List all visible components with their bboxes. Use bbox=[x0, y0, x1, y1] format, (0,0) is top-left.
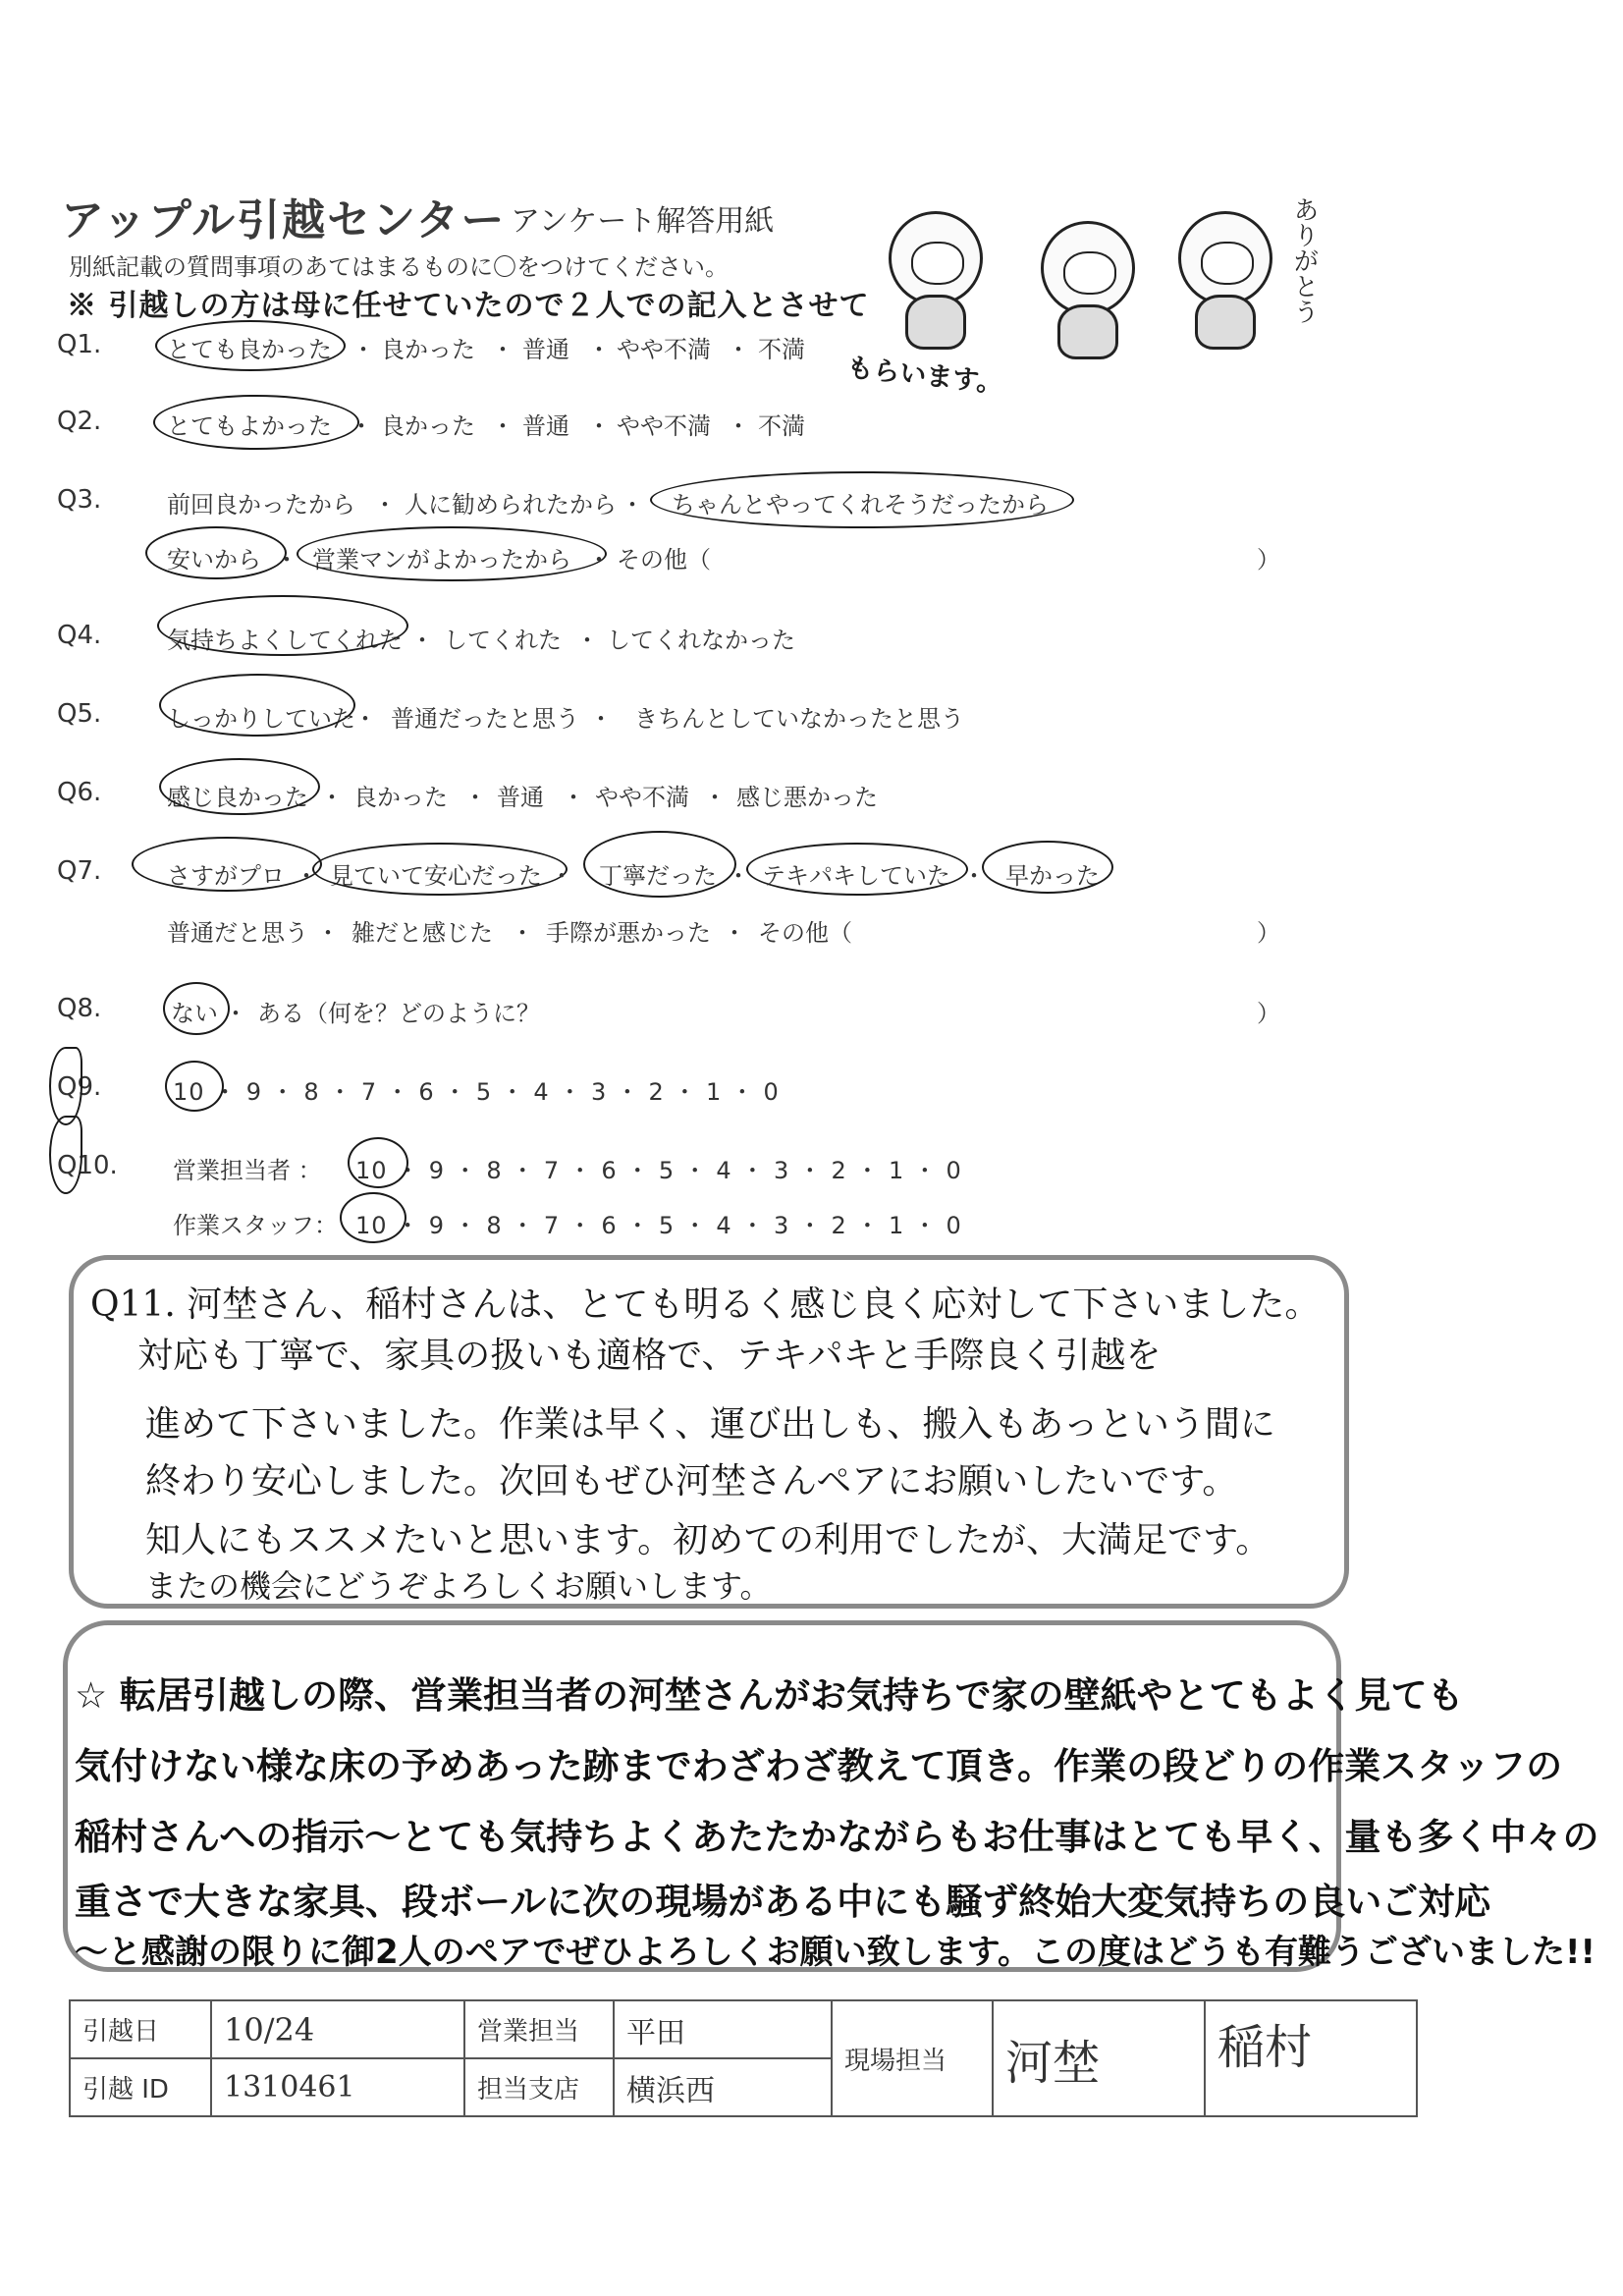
comment2-line1: ☆ 転居引越しの際、営業担当者の河埜さんがお気持ちで家の壁紙やとてもよく見ても bbox=[75, 1674, 1464, 1717]
separator-dot: ・ bbox=[589, 705, 613, 733]
q3-other-close: ） bbox=[1257, 546, 1280, 574]
comment1-line1: Q11. 河埜さん、稲村さんは、とても明るく感じ良く応対して下さいました。 bbox=[90, 1285, 1321, 1325]
q1-option-5[interactable]: 不満 bbox=[758, 336, 805, 363]
mascot-monkey-icon bbox=[1041, 221, 1135, 315]
separator-dot: ・ bbox=[962, 862, 986, 890]
comment1-line2: 対応も丁寧で、家具の扱いも適格で、テキパキと手際良く引越を bbox=[137, 1336, 1162, 1376]
form-subtitle: アンケート解答用紙 bbox=[511, 204, 775, 239]
selection-circle bbox=[159, 674, 355, 737]
comment1-line6: またの機会にどうぞよろしくお願いします。 bbox=[145, 1567, 772, 1605]
selection-circle bbox=[297, 526, 607, 581]
q3-option-1[interactable]: 前回良かったから bbox=[167, 491, 355, 519]
q3-label: Q3. bbox=[57, 485, 102, 515]
selection-circle bbox=[312, 843, 568, 896]
q7-label: Q7. bbox=[57, 856, 102, 886]
separator-dot: ・ bbox=[373, 491, 397, 519]
q10-staff-scale[interactable]: 10 ・ 9 ・ 8 ・ 7 ・ 6 ・ 5 ・ 4 ・ 3 ・ 2 ・ 1 ・ 0 bbox=[355, 1212, 962, 1239]
q9-label: Q9. bbox=[57, 1072, 102, 1102]
q1-option-2[interactable]: 良かった bbox=[381, 336, 475, 363]
selection-circle bbox=[348, 1137, 408, 1188]
selection-circle bbox=[49, 1047, 82, 1125]
q10-label: Q10. bbox=[57, 1151, 118, 1180]
q3-option-4[interactable]: 安いから bbox=[167, 546, 261, 574]
q6-option-1[interactable]: 感じ良かった bbox=[167, 784, 308, 811]
q3-option-6[interactable]: その他（ bbox=[617, 546, 711, 574]
q7-option-5[interactable]: 早かった bbox=[1005, 862, 1100, 890]
q3-option-3[interactable]: ちゃんとやってくれそうだったから bbox=[672, 491, 1049, 519]
q7-option-6[interactable]: 普通だと思う bbox=[167, 919, 308, 947]
q7-option-3[interactable]: 丁寧だった bbox=[599, 862, 717, 890]
q2-option-1[interactable]: とてもよかった bbox=[167, 412, 332, 440]
q5-option-1[interactable]: しっかりしていた bbox=[167, 705, 355, 733]
selection-circle bbox=[165, 1061, 224, 1112]
q7-option-9[interactable]: その他（ bbox=[758, 919, 852, 947]
selection-circle bbox=[145, 526, 287, 579]
separator-dot: ・ bbox=[463, 784, 487, 811]
separator-dot: ・ bbox=[703, 784, 727, 811]
selection-circle bbox=[982, 841, 1113, 894]
sales-rep-label: 営業担当 bbox=[464, 2000, 614, 2058]
mascot-body-icon bbox=[1195, 295, 1256, 350]
q3-option-2[interactable]: 人に勧められたから bbox=[405, 491, 617, 519]
separator-dot: ・ bbox=[491, 412, 514, 440]
company-title: アップル引越センター bbox=[61, 195, 507, 246]
move-id-label: 引越 ID bbox=[70, 2058, 211, 2116]
selection-circle bbox=[155, 320, 346, 371]
q1-label: Q1. bbox=[57, 330, 102, 359]
separator-dot: ・ bbox=[352, 336, 375, 363]
separator-dot: ・ bbox=[224, 1000, 247, 1027]
separator-dot: ・ bbox=[316, 919, 340, 947]
separator-dot: ・ bbox=[621, 491, 644, 519]
mascot-body-icon bbox=[1057, 304, 1118, 359]
separator-dot: ・ bbox=[550, 862, 573, 890]
handwritten-note-line1: ※ 引越しの方は母に任せていたので２人での記入とさせて bbox=[67, 289, 870, 323]
branch-value: 横浜西 bbox=[614, 2058, 832, 2116]
footer-info-table bbox=[69, 1999, 1418, 2117]
separator-dot: ・ bbox=[575, 627, 599, 654]
q5-label: Q5. bbox=[57, 699, 102, 729]
separator-dot: ・ bbox=[727, 862, 750, 890]
comment1-line4: 終わり安心しました。次回もぜひ河埜さんペアにお願いしたいです。 bbox=[145, 1461, 1238, 1502]
q2-option-2[interactable]: 良かった bbox=[381, 412, 475, 440]
q3-option-5[interactable]: 営業マンがよかったから bbox=[312, 546, 571, 574]
q6-option-4[interactable]: やや不満 bbox=[595, 784, 689, 811]
q7-option-1[interactable]: さすがプロ bbox=[167, 862, 285, 890]
selection-circle bbox=[583, 831, 736, 898]
q7-option-4[interactable]: テキパキしていた bbox=[762, 862, 950, 890]
separator-dot: ・ bbox=[562, 784, 585, 811]
q1-option-4[interactable]: やや不満 bbox=[617, 336, 711, 363]
q10-staff-label: 作業スタッフ： bbox=[173, 1212, 338, 1239]
mascot-monkey-icon bbox=[1178, 211, 1272, 305]
q6-option-3[interactable]: 普通 bbox=[497, 784, 544, 811]
separator-dot: ・ bbox=[587, 546, 611, 574]
q8-label: Q8. bbox=[57, 994, 102, 1023]
separator-dot: ・ bbox=[727, 336, 750, 363]
selection-circle bbox=[650, 471, 1074, 528]
selection-circle bbox=[157, 595, 408, 656]
selection-circle bbox=[153, 395, 359, 450]
q10-sales-scale[interactable]: 10 ・ 9 ・ 8 ・ 7 ・ 6 ・ 5 ・ 4 ・ 3 ・ 2 ・ 1 ・ 0 bbox=[355, 1157, 962, 1184]
selection-circle bbox=[163, 982, 230, 1035]
q1-option-1[interactable]: とても良かった bbox=[167, 336, 332, 363]
separator-dot: ・ bbox=[353, 705, 377, 733]
q8-other-close: ） bbox=[1257, 1000, 1280, 1027]
selection-circle bbox=[340, 1192, 406, 1243]
comment2-line4: 重さで大きな家具、段ボールに次の現場がある中にも騒ず終始大変気持ちの良いご対応 bbox=[75, 1881, 1491, 1923]
sales-rep-value: 平田 bbox=[614, 2000, 832, 2058]
separator-dot: ・ bbox=[723, 919, 746, 947]
move-date-value: 10/24 bbox=[211, 2000, 464, 2058]
q4-option-1[interactable]: 気持ちよくしてくれた bbox=[167, 627, 403, 654]
separator-dot: ・ bbox=[511, 919, 534, 947]
selection-circle bbox=[49, 1116, 82, 1194]
q7-option-8[interactable]: 手際が悪かった bbox=[546, 919, 711, 947]
q8-option-1[interactable]: ない bbox=[171, 1000, 218, 1027]
q4-option-2[interactable]: してくれた bbox=[444, 627, 562, 654]
q4-option-3[interactable]: してくれなかった bbox=[607, 627, 795, 654]
site-staff-2: 稲村 bbox=[1205, 2000, 1417, 2116]
comment1-line3: 進めて下さいました。作業は早く、運び出しも、搬入もあっという間に bbox=[145, 1404, 1275, 1445]
q7-option-7[interactable]: 雑だと感じた bbox=[352, 919, 493, 947]
q10-sales-label: 営業担当者 ： bbox=[173, 1157, 322, 1184]
q4-label: Q4. bbox=[57, 621, 102, 650]
separator-dot: ・ bbox=[320, 784, 344, 811]
q2-option-5[interactable]: 不満 bbox=[758, 412, 805, 440]
q2-option-3[interactable]: 普通 bbox=[522, 412, 569, 440]
branch-label: 担当支店 bbox=[464, 2058, 614, 2116]
q5-option-2[interactable]: 普通だったと思う bbox=[391, 705, 579, 733]
q5-option-3[interactable]: きちんとしていなかったと思う bbox=[634, 705, 964, 733]
q2-option-4[interactable]: やや不満 bbox=[617, 412, 711, 440]
comment1-line5: 知人にもススメたいと思います。初めての利用でしたが、大満足です。 bbox=[145, 1520, 1271, 1560]
comment2-line5: 〜と感謝の限りに御2人のペアでぜひよろしくお願い致します。この度はどうも有難うございました!! bbox=[75, 1933, 1596, 1972]
q1-option-3[interactable]: 普通 bbox=[522, 336, 569, 363]
separator-dot: ・ bbox=[410, 627, 434, 654]
site-staff-label: 現場担当 bbox=[832, 2000, 993, 2116]
separator-dot: ・ bbox=[295, 862, 318, 890]
selection-circle bbox=[159, 758, 320, 815]
mascot-body-icon bbox=[905, 295, 966, 350]
selection-circle bbox=[132, 837, 322, 892]
q6-label: Q6. bbox=[57, 778, 102, 807]
separator-dot: ・ bbox=[275, 546, 298, 574]
site-staff-1: 河埜 bbox=[993, 2000, 1205, 2116]
q8-option-2[interactable]: ある（何を？どのように？ bbox=[257, 1000, 540, 1027]
move-date-label: 引越日 bbox=[70, 2000, 211, 2058]
mascot-monkey-icon bbox=[889, 211, 983, 305]
separator-dot: ・ bbox=[587, 336, 611, 363]
mascot-caption: ありがとう bbox=[1289, 196, 1319, 324]
separator-dot: ・ bbox=[587, 412, 611, 440]
move-id-value: 1310461 bbox=[211, 2058, 464, 2116]
q6-option-2[interactable]: 良かった bbox=[353, 784, 448, 811]
comment2-line3: 稲村さんへの指示〜とても気持ちよくあたたかながらもお仕事はとても早く、量も多く中々の bbox=[75, 1816, 1599, 1858]
handwritten-note-line2: もらいます。 bbox=[845, 352, 1005, 400]
q2-label: Q2. bbox=[57, 407, 102, 436]
comment2-line2: 気付けない様な床の予めあった跡までわざわざ教えて頂き。作業の段どりの作業スタッフの bbox=[75, 1745, 1563, 1787]
q7-other-close: ） bbox=[1257, 919, 1280, 947]
separator-dot: ・ bbox=[350, 412, 373, 440]
selection-circle bbox=[746, 843, 968, 896]
separator-dot: ・ bbox=[491, 336, 514, 363]
q6-option-5[interactable]: 感じ悪かった bbox=[736, 784, 878, 811]
q7-option-2[interactable]: 見ていて安心だった bbox=[330, 862, 542, 890]
q9-scale[interactable]: 10 ・ 9 ・ 8 ・ 7 ・ 6 ・ 5 ・ 4 ・ 3 ・ 2 ・ 1 ・ 0 bbox=[173, 1078, 780, 1106]
instruction-text: 別紙記載の質問事項のあてはまるものに〇をつけてください。 bbox=[69, 253, 729, 281]
separator-dot: ・ bbox=[727, 412, 750, 440]
